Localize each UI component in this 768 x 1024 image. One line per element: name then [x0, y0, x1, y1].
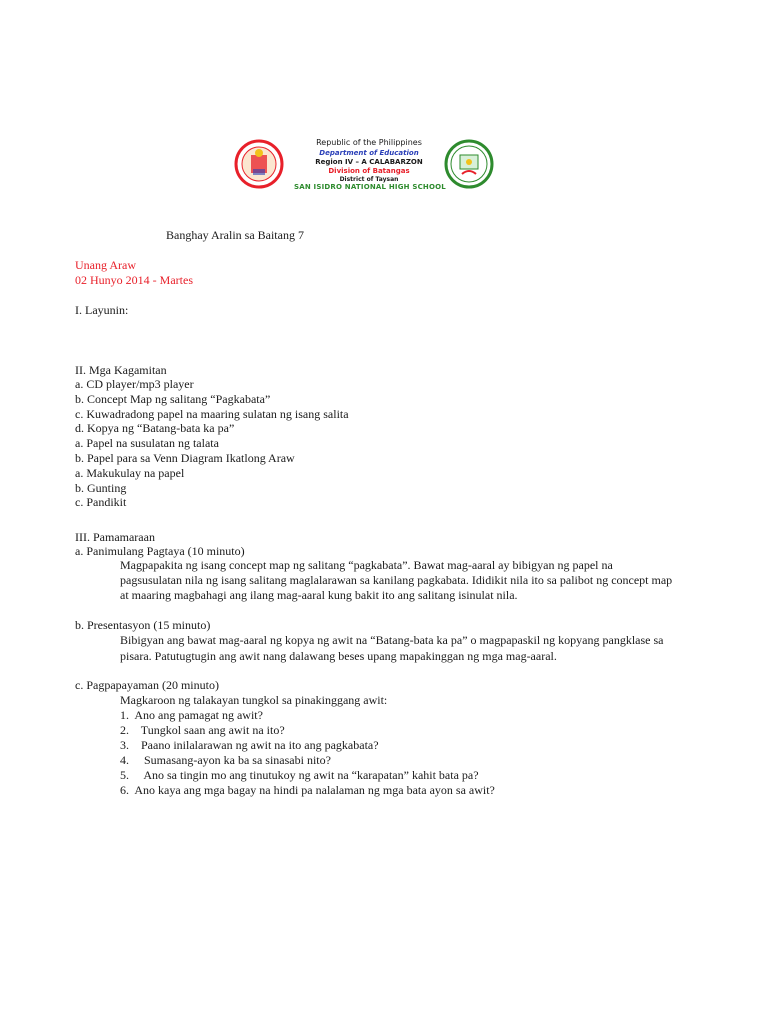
question-item: 4. Sumasang-ayon ka ba sa sinasabi nito?	[120, 753, 331, 767]
section-a-line: pagsusulatan nila ng isang salitang maglalarawan sa kanilang pagkabata. Ididikit nila ito sa palibot ng concept map	[120, 573, 673, 587]
layunin-heading: I. Layunin:	[75, 303, 129, 317]
list-item: a. Papel na susulatan ng talata	[75, 436, 219, 450]
section-c-heading: c. Pagpapayaman (20 minuto)	[75, 678, 219, 692]
kagamitan-heading: II. Mga Kagamitan	[75, 363, 167, 377]
school-seal-icon	[444, 138, 494, 190]
page-title: Banghay Aralin sa Baitang 7	[166, 228, 304, 242]
section-b-line: pisara. Patutugtugin ang awit nang dalawang beses upang mapakinggan ng mga mag-aaral.	[120, 649, 557, 663]
list-item: a. CD player/mp3 player	[75, 377, 194, 391]
header-line-4: Division of Batangas	[328, 167, 410, 175]
question-item: 6. Ano kaya ang mga bagay na hindi pa nalalaman ng mga bata ayon sa awit?	[120, 783, 495, 797]
list-item: b. Papel para sa Venn Diagram Ikatlong Araw	[75, 451, 295, 465]
question-item: 2. Tungkol saan ang awit na ito?	[120, 723, 285, 737]
section-a-line: at maaring magbahagi ang ilang mag-aaral kung bakit ito ang salitang isinulat nila.	[120, 588, 518, 602]
list-item: b. Concept Map ng salitang “Pagkabata”	[75, 392, 271, 406]
header-line-3: Region IV – A CALABARZON	[315, 158, 423, 166]
section-b-heading: b. Presentasyon (15 minuto)	[75, 618, 211, 632]
section-a-line: Magpapakita ng isang concept map ng salitang “pagkabata”. Bawat mag-aaral ay bibigyan ng papel na	[120, 558, 613, 572]
date-label: 02 Hunyo 2014 - Martes	[75, 273, 193, 287]
list-item: c. Kuwadradong papel na maaring sulatan ng isang salita	[75, 407, 349, 421]
school-name: SAN ISIDRO NATIONAL HIGH SCHOOL	[294, 183, 446, 191]
list-item: d. Kopya ng “Batang-bata ka pa”	[75, 421, 235, 435]
section-b-line: Bibigyan ang bawat mag-aaral ng kopya ng awit na “Batang-bata ka pa” o magpapaskil ng kopyang pangklase sa	[120, 633, 664, 647]
list-item: b. Gunting	[75, 481, 127, 495]
list-item: c. Pandikit	[75, 495, 127, 509]
question-item: 5. Ano sa tingin mo ang tinutukoy ng awit na “karapatan” kahit bata pa?	[120, 768, 479, 782]
header-line-2: Department of Education	[319, 149, 419, 157]
deped-seal-icon	[234, 139, 284, 189]
header-line-1: Republic of the Philippines	[316, 138, 422, 147]
list-item: a. Makukulay na papel	[75, 466, 185, 480]
day-label: Unang Araw	[75, 258, 136, 272]
question-item: 1. Ano ang pamagat ng awit?	[120, 708, 263, 722]
section-c-intro: Magkaroon ng talakayan tungkol sa pinakinggang awit:	[120, 693, 388, 707]
question-item: 3. Paano inilalarawan ng awit na ito ang pagkabata?	[120, 738, 379, 752]
pamamaraan-heading: III. Pamamaraan	[75, 530, 155, 544]
section-a-heading: a. Panimulang Pagtaya (10 minuto)	[75, 544, 245, 558]
header-line-5: District of Taysan	[339, 176, 399, 183]
